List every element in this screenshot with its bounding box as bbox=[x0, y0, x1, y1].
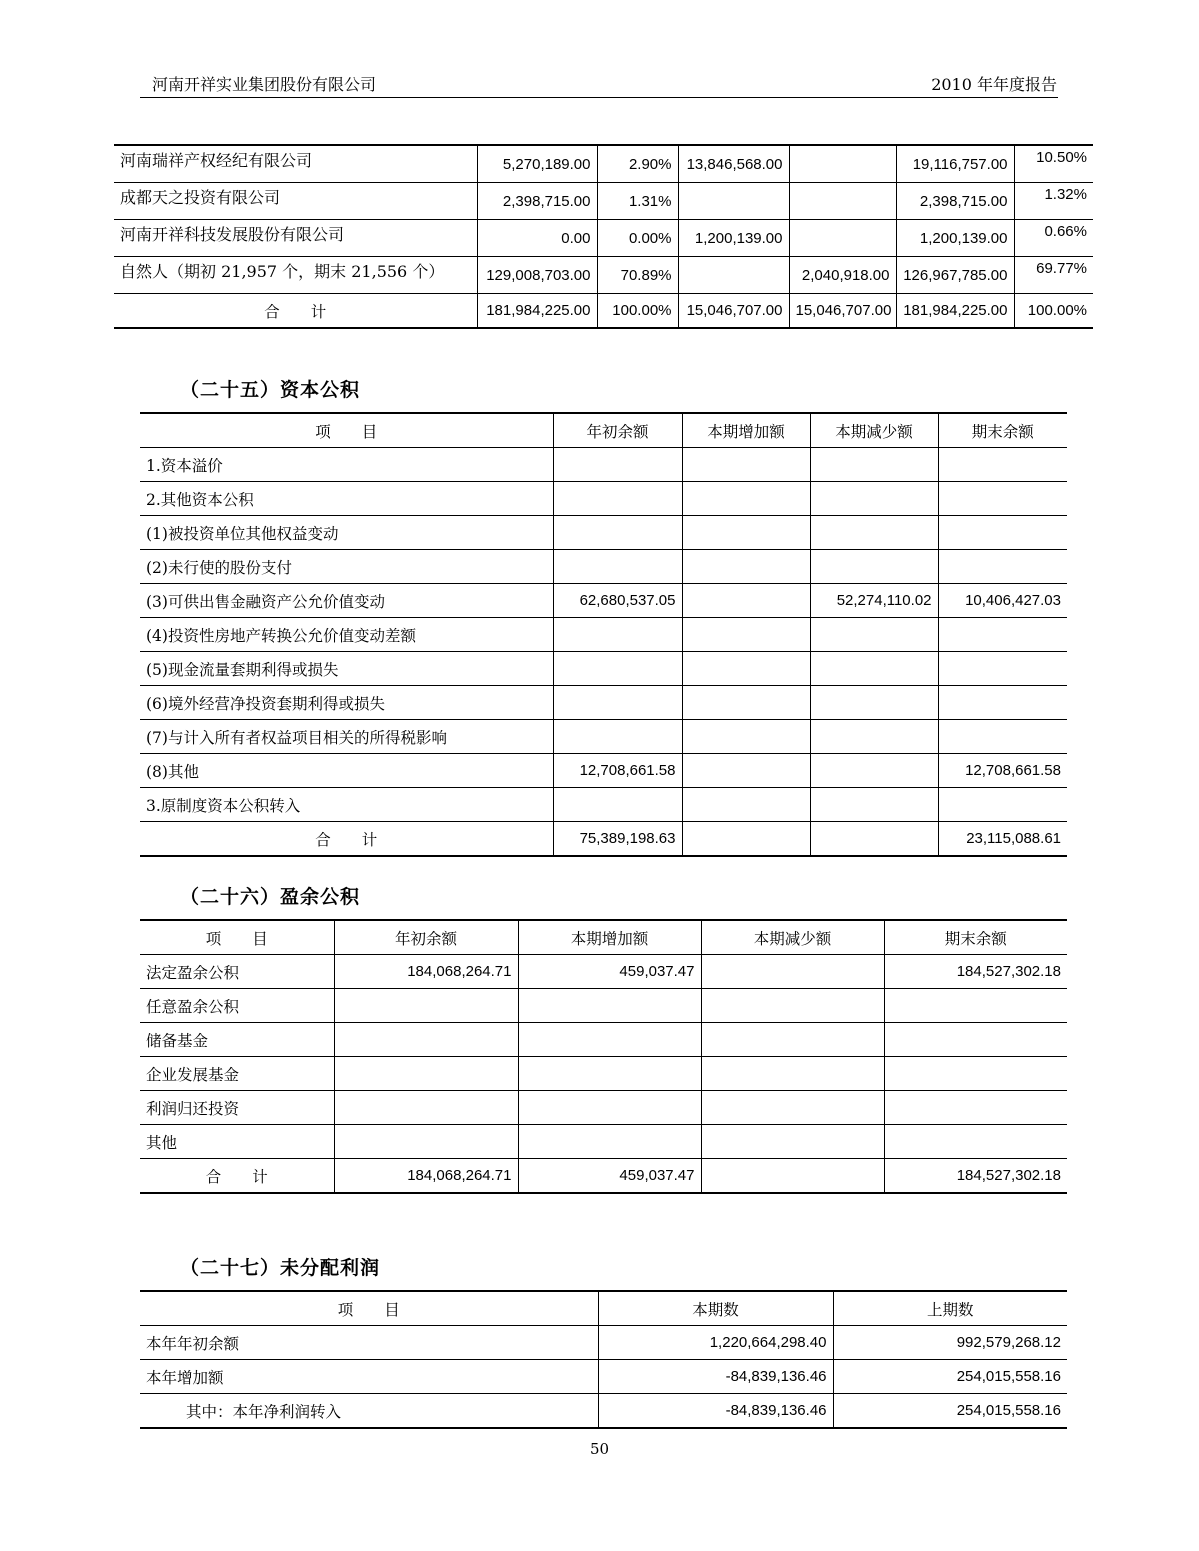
column-header: 本期增加额 bbox=[682, 413, 810, 448]
header-company: 河南开祥实业集团股份有限公司 bbox=[152, 75, 377, 94]
cell-value bbox=[553, 652, 682, 686]
column-header: 年初余额 bbox=[553, 413, 682, 448]
table-row bbox=[140, 482, 1067, 516]
table-row bbox=[140, 1360, 1067, 1394]
cell-value bbox=[884, 1125, 1067, 1159]
cell-value bbox=[334, 1091, 518, 1125]
cell-value: 2,398,715.00 bbox=[477, 183, 597, 220]
section-title-surplus-reserve: （二十六）盈余公积 bbox=[180, 886, 361, 908]
cell-value bbox=[810, 448, 938, 482]
cell-value: 69.77% bbox=[1014, 257, 1093, 294]
cell-value bbox=[810, 720, 938, 754]
cell-value bbox=[682, 720, 810, 754]
cell-value bbox=[810, 754, 938, 788]
cell-value: 2,040,918.00 bbox=[789, 257, 896, 294]
cell-value: 126,967,785.00 bbox=[896, 257, 1014, 294]
column-header: 上期数 bbox=[833, 1291, 1067, 1326]
cell-value bbox=[518, 989, 701, 1023]
cell-value bbox=[334, 989, 518, 1023]
row-label: 企业发展基金 bbox=[140, 1057, 334, 1091]
row-label: 储备基金 bbox=[140, 1023, 334, 1057]
table-row bbox=[114, 145, 1093, 183]
cell-value bbox=[518, 1125, 701, 1159]
cell-value: 184,068,264.71 bbox=[334, 1159, 518, 1194]
cell-value bbox=[518, 1023, 701, 1057]
table-row bbox=[140, 720, 1067, 754]
cell-value bbox=[553, 618, 682, 652]
cell-value bbox=[682, 686, 810, 720]
row-label: 利润归还投资 bbox=[140, 1091, 334, 1125]
cell-value bbox=[334, 1023, 518, 1057]
table-row bbox=[140, 618, 1067, 652]
column-header: 本期减少额 bbox=[701, 920, 884, 955]
cell-value bbox=[678, 183, 789, 220]
cell-value: 254,015,558.16 bbox=[833, 1360, 1067, 1394]
column-header: 项 目 bbox=[140, 1291, 598, 1326]
table-total-row bbox=[114, 294, 1093, 329]
row-label: 本年年初余额 bbox=[140, 1326, 598, 1360]
cell-value bbox=[518, 1091, 701, 1125]
cell-value: -84,839,136.46 bbox=[598, 1394, 833, 1429]
cell-value bbox=[553, 550, 682, 584]
cell-value bbox=[682, 550, 810, 584]
cell-value bbox=[938, 618, 1067, 652]
cell-value bbox=[810, 788, 938, 822]
row-label: 本年增加额 bbox=[140, 1360, 598, 1394]
cell-value bbox=[938, 516, 1067, 550]
cell-value bbox=[701, 955, 884, 989]
cell-value: 2,398,715.00 bbox=[896, 183, 1014, 220]
header-report-title: 2010 年年度报告 bbox=[931, 75, 1057, 94]
total-label: 合 计 bbox=[140, 1159, 334, 1194]
table-row bbox=[140, 516, 1067, 550]
cell-value bbox=[938, 686, 1067, 720]
cell-value bbox=[553, 686, 682, 720]
cell-value bbox=[701, 1091, 884, 1125]
cell-value bbox=[678, 257, 789, 294]
cell-value: 459,037.47 bbox=[518, 955, 701, 989]
cell-value bbox=[334, 1057, 518, 1091]
cell-value: 1,200,139.00 bbox=[896, 220, 1014, 257]
cell-value: 992,579,268.12 bbox=[833, 1326, 1067, 1360]
cell-value bbox=[938, 720, 1067, 754]
cell-value: -84,839,136.46 bbox=[598, 1360, 833, 1394]
table-row bbox=[140, 1057, 1067, 1091]
row-label: 其中：本年净利润转入 bbox=[140, 1394, 598, 1429]
cell-value bbox=[789, 220, 896, 257]
cell-value bbox=[701, 1057, 884, 1091]
table-row bbox=[140, 1091, 1067, 1125]
cell-value bbox=[682, 652, 810, 686]
cell-value bbox=[518, 1057, 701, 1091]
cell-value: 0.00% bbox=[597, 220, 678, 257]
column-header: 期末余额 bbox=[884, 920, 1067, 955]
shareholder-name: 成都天之投资有限公司 bbox=[114, 183, 477, 220]
cell-value: 129,008,703.00 bbox=[477, 257, 597, 294]
table-row bbox=[114, 183, 1093, 220]
cell-value bbox=[810, 686, 938, 720]
cell-value: 0.66% bbox=[1014, 220, 1093, 257]
column-header: 本期减少额 bbox=[810, 413, 938, 448]
row-label: (5)现金流量套期利得或损失 bbox=[140, 652, 553, 686]
table-row bbox=[140, 1023, 1067, 1057]
table-row bbox=[140, 686, 1067, 720]
cell-value: 19,116,757.00 bbox=[896, 145, 1014, 183]
cell-value: 70.89% bbox=[597, 257, 678, 294]
table-row bbox=[140, 1394, 1067, 1429]
column-header: 年初余额 bbox=[334, 920, 518, 955]
cell-value bbox=[682, 516, 810, 550]
table-row bbox=[140, 1125, 1067, 1159]
header-divider bbox=[140, 97, 1058, 98]
cell-value bbox=[884, 1023, 1067, 1057]
column-header: 期末余额 bbox=[938, 413, 1067, 448]
table-header-row bbox=[140, 920, 1067, 955]
cell-value: 184,068,264.71 bbox=[334, 955, 518, 989]
cell-value bbox=[701, 989, 884, 1023]
cell-value bbox=[810, 550, 938, 584]
table-header-row bbox=[140, 1291, 1067, 1326]
cell-value: 13,846,568.00 bbox=[678, 145, 789, 183]
row-label: (3)可供出售金融资产公允价值变动 bbox=[140, 584, 553, 618]
cell-value: 15,046,707.00 bbox=[678, 294, 789, 329]
cell-value bbox=[682, 788, 810, 822]
cell-value: 181,984,225.00 bbox=[896, 294, 1014, 329]
cell-value: 254,015,558.16 bbox=[833, 1394, 1067, 1429]
cell-value bbox=[682, 482, 810, 516]
cell-value: 23,115,088.61 bbox=[938, 822, 1067, 857]
cell-value bbox=[884, 1091, 1067, 1125]
row-label: (2)未行使的股份支付 bbox=[140, 550, 553, 584]
cell-value: 1,200,139.00 bbox=[678, 220, 789, 257]
cell-value bbox=[789, 183, 896, 220]
cell-value bbox=[682, 618, 810, 652]
table-row bbox=[140, 788, 1067, 822]
total-label: 合 计 bbox=[140, 822, 553, 857]
cell-value bbox=[938, 788, 1067, 822]
cell-value: 1,220,664,298.40 bbox=[598, 1326, 833, 1360]
cell-value: 100.00% bbox=[1014, 294, 1093, 329]
cell-value: 10.50% bbox=[1014, 145, 1093, 183]
cell-value bbox=[553, 482, 682, 516]
cell-value bbox=[884, 1057, 1067, 1091]
cell-value: 1.31% bbox=[597, 183, 678, 220]
table-row bbox=[114, 220, 1093, 257]
cell-value: 184,527,302.18 bbox=[884, 1159, 1067, 1194]
cell-value bbox=[682, 584, 810, 618]
column-header: 项 目 bbox=[140, 413, 553, 448]
row-label: (6)境外经营净投资套期利得或损失 bbox=[140, 686, 553, 720]
cell-value bbox=[701, 1125, 884, 1159]
cell-value: 2.90% bbox=[597, 145, 678, 183]
cell-value bbox=[334, 1125, 518, 1159]
cell-value bbox=[553, 788, 682, 822]
cell-value bbox=[810, 618, 938, 652]
cell-value bbox=[553, 720, 682, 754]
cell-value bbox=[884, 989, 1067, 1023]
table-header-row bbox=[140, 413, 1067, 448]
column-header: 本期增加额 bbox=[518, 920, 701, 955]
cell-value: 5,270,189.00 bbox=[477, 145, 597, 183]
cell-value: 1.32% bbox=[1014, 183, 1093, 220]
column-header: 项 目 bbox=[140, 920, 334, 955]
cell-value bbox=[938, 550, 1067, 584]
shareholder-table bbox=[114, 144, 1093, 329]
cell-value bbox=[810, 482, 938, 516]
cell-value bbox=[810, 822, 938, 857]
cell-value: 10,406,427.03 bbox=[938, 584, 1067, 618]
cell-value bbox=[810, 516, 938, 550]
cell-value: 52,274,110.02 bbox=[810, 584, 938, 618]
row-label: (7)与计入所有者权益项目相关的所得税影响 bbox=[140, 720, 553, 754]
cell-value bbox=[553, 516, 682, 550]
total-label: 合 计 bbox=[114, 294, 477, 329]
cell-value: 12,708,661.58 bbox=[553, 754, 682, 788]
row-label: (4)投资性房地产转换公允价值变动差额 bbox=[140, 618, 553, 652]
cell-value: 62,680,537.05 bbox=[553, 584, 682, 618]
section-title-capital-reserve: （二十五）资本公积 bbox=[180, 379, 361, 401]
cell-value bbox=[701, 1159, 884, 1194]
table-total-row bbox=[140, 1159, 1067, 1194]
shareholder-name: 自然人（期初 21,957 个，期末 21,556 个） bbox=[114, 257, 477, 294]
table-total-row bbox=[140, 822, 1067, 857]
table-row bbox=[140, 754, 1067, 788]
cell-value: 15,046,707.00 bbox=[789, 294, 896, 329]
cell-value bbox=[682, 822, 810, 857]
column-header: 本期数 bbox=[598, 1291, 833, 1326]
cell-value bbox=[938, 482, 1067, 516]
row-label: 1.资本溢价 bbox=[140, 448, 553, 482]
table-row bbox=[114, 257, 1093, 294]
cell-value: 75,389,198.63 bbox=[553, 822, 682, 857]
cell-value: 181,984,225.00 bbox=[477, 294, 597, 329]
cell-value bbox=[553, 448, 682, 482]
capital-reserve-table bbox=[140, 412, 1067, 857]
table-row bbox=[140, 989, 1067, 1023]
cell-value bbox=[789, 145, 896, 183]
table-row bbox=[140, 652, 1067, 686]
table-row bbox=[140, 550, 1067, 584]
cell-value: 184,527,302.18 bbox=[884, 955, 1067, 989]
cell-value: 459,037.47 bbox=[518, 1159, 701, 1194]
retained-earnings-table bbox=[140, 1290, 1067, 1429]
cell-value: 0.00 bbox=[477, 220, 597, 257]
row-label: 其他 bbox=[140, 1125, 334, 1159]
shareholder-name: 河南开祥科技发展股份有限公司 bbox=[114, 220, 477, 257]
row-label: 2.其他资本公积 bbox=[140, 482, 553, 516]
cell-value bbox=[810, 652, 938, 686]
table-row bbox=[140, 584, 1067, 618]
row-label: 任意盈余公积 bbox=[140, 989, 334, 1023]
cell-value bbox=[938, 652, 1067, 686]
row-label: 3.原制度资本公积转入 bbox=[140, 788, 553, 822]
cell-value bbox=[682, 448, 810, 482]
row-label: (8)其他 bbox=[140, 754, 553, 788]
table-row bbox=[140, 955, 1067, 989]
page-number: 50 bbox=[589, 1440, 610, 1458]
cell-value: 100.00% bbox=[597, 294, 678, 329]
cell-value bbox=[682, 754, 810, 788]
table-row bbox=[140, 1326, 1067, 1360]
table-row bbox=[140, 448, 1067, 482]
cell-value: 12,708,661.58 bbox=[938, 754, 1067, 788]
surplus-reserve-table bbox=[140, 919, 1067, 1194]
cell-value bbox=[701, 1023, 884, 1057]
row-label: (1)被投资单位其他权益变动 bbox=[140, 516, 553, 550]
row-label: 法定盈余公积 bbox=[140, 955, 334, 989]
section-title-retained-earnings: （二十七）未分配利润 bbox=[180, 1257, 381, 1279]
shareholder-name: 河南瑞祥产权经纪有限公司 bbox=[114, 145, 477, 183]
cell-value bbox=[938, 448, 1067, 482]
